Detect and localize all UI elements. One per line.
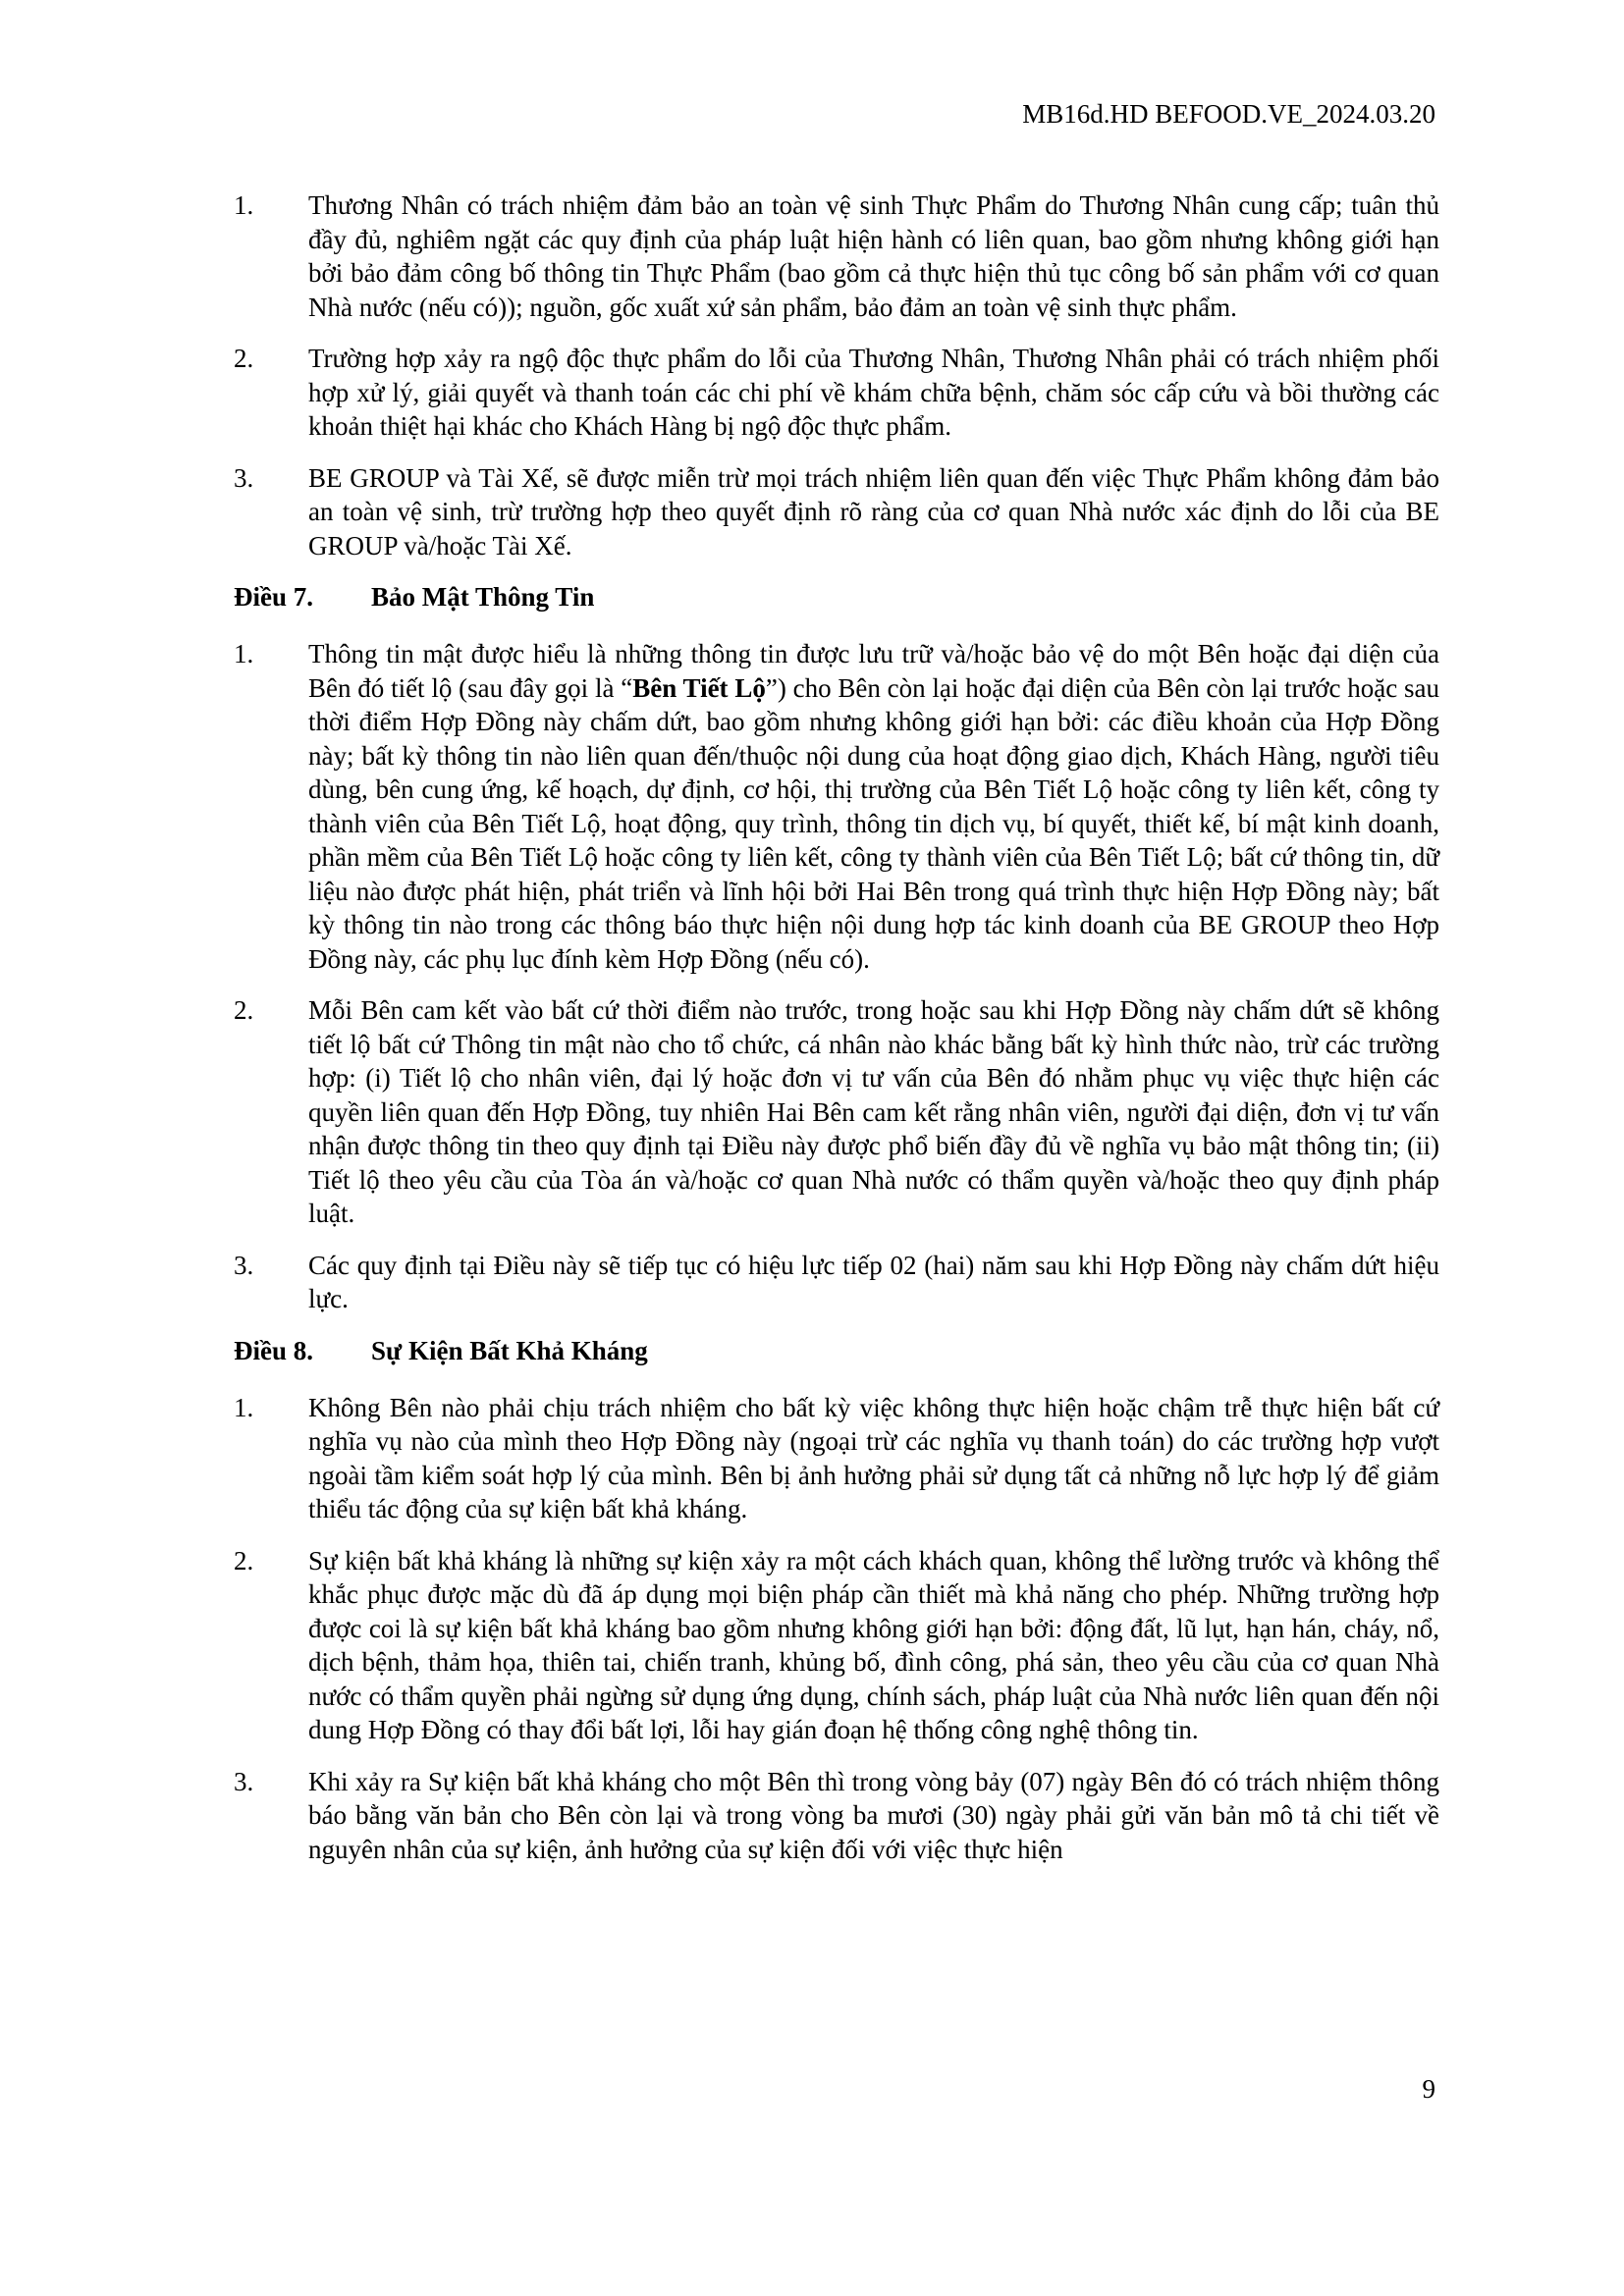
item-number: 1.	[234, 639, 254, 668]
list-item	[234, 1391, 1439, 1526]
item-number: 3.	[234, 1766, 254, 1796]
document-code: MB16d.HD BEFOOD.VE_2024.03.20	[1022, 99, 1435, 129]
item-text: BE GROUP và Tài Xế, sẽ được miễn trừ mọi trách nhiệm liên quan đến việc Thực Phẩm không đảm bảo an toàn vệ sinh, trừ trường hợp theo quyết định rõ ràng của cơ quan Nhà nước xác định do lỗi của BE GROUP và/hoặc Tài Xế.	[308, 462, 1439, 561]
list-item	[234, 461, 1439, 563]
item-number: 2.	[234, 1545, 254, 1575]
article-7-heading	[234, 580, 1439, 615]
item-number: 2.	[234, 344, 254, 373]
item-text: Sự kiện bất khả kháng là những sự kiện xảy ra một cách khách quan, không thể lường trước và không thể khắc phục được mặc dù đã áp dụng mọi biện pháp cần thiết mà khả năng cho phép. Những trường hợp được coi là sự kiện bất khả kháng bao gồm nhưng không giới hạn bởi: động đất, lũ lụt, hạn hán, cháy, nổ, dịch bệnh, thảm họa, thiên tai, chiến tranh, khủng bố, đình công, phá sản, theo yêu cầu của cơ quan Nhà nước có thẩm quyền phải ngừng sử dụng ứng dụng, chính sách, pháp luật của Nhà nước liên quan đến nội dung Hợp Đồng có thay đổi bất lợi, lỗi hay gián đoạn hệ thống công nghệ thông tin.	[308, 1545, 1439, 1744]
item-number: 3.	[234, 1250, 254, 1280]
item-text: Khi xảy ra Sự kiện bất khả kháng cho một Bên thì trong vòng bảy (07) ngày Bên đó có trách nhiệm thông báo bằng văn bản cho Bên còn lại và trong vòng ba mươi (30) ngày phải gửi văn bản mô tả chi tiết về nguyên nhân của sự kiện, ảnh hưởng của sự kiện đối với việc thực hiện	[308, 1766, 1439, 1864]
item-text-part: ”) cho Bên còn lại hoặc đại diện của Bên còn lại trước hoặc sau thời điểm Hợp Đồng này chấm dứt, bao gồm nhưng không giới hạn bởi: các điều khoản của Hợp Đồng này; bất kỳ thông tin nào liên quan đến/thuộc nội dung của hoạt động giao dịch, Khách Hàng, người tiêu dùng, bên cung ứng, kế hoạch, dự định, cơ hội, thị trường của Bên Tiết Lộ hoặc công ty liên kết, công ty thành viên của Bên Tiết Lộ, hoạt động, quy trình, thông tin dịch vụ, bí quyết, thiết kế, bí mật kinh doanh, phần mềm của Bên Tiết Lộ hoặc công ty liên kết, công ty thành viên của Bên Tiết Lộ; bất cứ thông tin, dữ liệu nào được phát hiện, phát triển và lĩnh hội bởi Hai Bên trong quá trình thực hiện Hợp Đồng này; bất kỳ thông tin nào trong các thông báo thực hiện nội dung hợp tác kinh doanh của BE GROUP theo Hợp Đồng này, các phụ lục đính kèm Hợp Đồng (nếu có).	[308, 672, 1440, 974]
list-item	[234, 993, 1439, 1231]
item-text: Trường hợp xảy ra ngộ độc thực phẩm do lỗi của Thương Nhân, Thương Nhân phải có trách nhiệm phối hợp xử lý, giải quyết và thanh toán các chi phí về khám chữa bệnh, chăm sóc cấp cứu và bồi thường các khoản thiệt hại khác cho Khách Hàng bị ngộ độc thực phẩm.	[308, 344, 1439, 441]
article-number: Điều 8.	[234, 1335, 313, 1365]
page-number: 9	[1422, 2074, 1435, 2104]
item-text: Không Bên nào phải chịu trách nhiệm cho bất kỳ việc không thực hiện hoặc chậm trễ thực hiện bất cứ nghĩa vụ nào của mình theo Hợp Đồng này (ngoại trừ các nghĩa vụ thanh toán) do các trường hợp vượt ngoài tầm kiểm soát hợp lý của mình. Bên bị ảnh hưởng phải sử dụng tất cả những nỗ lực hợp lý để giảm thiểu tác động của sự kiện bất khả kháng.	[308, 1392, 1439, 1523]
defined-term: Bên Tiết Lộ	[632, 672, 766, 703]
article-number: Điều 7.	[234, 582, 313, 612]
item-text-part: Thông tin mật được hiểu là những thông tin được lưu trữ và/hoặc bảo vệ do một Bên hoặc đại diện của Bên đó tiết lộ (sau đây gọi là “	[308, 639, 1439, 703]
list-item	[234, 188, 1439, 324]
item-number: 1.	[234, 1392, 254, 1422]
document-body	[234, 188, 1439, 1884]
list-item	[234, 637, 1439, 976]
list-item	[234, 1765, 1439, 1867]
article-title: Sự Kiện Bất Khả Kháng	[371, 1335, 648, 1365]
item-number: 3.	[234, 462, 254, 493]
item-number: 1.	[234, 190, 254, 220]
item-text: Mỗi Bên cam kết vào bất cứ thời điểm nào trước, trong hoặc sau khi Hợp Đồng này chấm dứt sẽ không tiết lộ bất cứ Thông tin mật nào cho tổ chức, cá nhân nào khác bằng bất kỳ hình thức nào, trừ các trường hợp: (i) Tiết lộ cho nhân viên, đại lý hoặc đơn vị tư vấn của Bên đó nhằm phục vụ việc thực hiện các quyền liên quan đến Hợp Đồng, tuy nhiên Hai Bên cam kết rằng nhân viên, người đại diện, đơn vị tư vấn nhận được thông tin theo quy định tại Điều này được phổ biến đầy đủ về nghĩa vụ bảo mật thông tin; (ii) Tiết lộ theo yêu cầu của Tòa án và/hoặc cơ quan Nhà nước có thẩm quyền và/hoặc theo quy định pháp luật.	[308, 995, 1439, 1228]
list-item	[234, 1249, 1439, 1316]
item-text: Thương Nhân có trách nhiệm đảm bảo an toàn vệ sinh Thực Phẩm do Thương Nhân cung cấp; tuân thủ đầy đủ, nghiêm ngặt các quy định của pháp luật hiện hành có liên quan, bao gồm nhưng không giới hạn bởi bảo đảm công bố thông tin Thực Phẩm (bao gồm cả thực hiện thủ tục công bố sản phẩm với cơ quan Nhà nước (nếu có)); nguồn, gốc xuất xứ sản phẩm, bảo đảm an toàn vệ sinh thực phẩm.	[308, 190, 1439, 322]
item-number: 2.	[234, 995, 254, 1025]
item-text: Các quy định tại Điều này sẽ tiếp tục có hiệu lực tiếp 02 (hai) năm sau khi Hợp Đồng này chấm dứt hiệu lực.	[308, 1250, 1439, 1313]
article-title: Bảo Mật Thông Tin	[371, 582, 595, 612]
article-8-heading	[234, 1334, 1439, 1369]
item-text	[308, 637, 1439, 976]
list-item	[234, 1544, 1439, 1747]
list-item	[234, 342, 1439, 444]
